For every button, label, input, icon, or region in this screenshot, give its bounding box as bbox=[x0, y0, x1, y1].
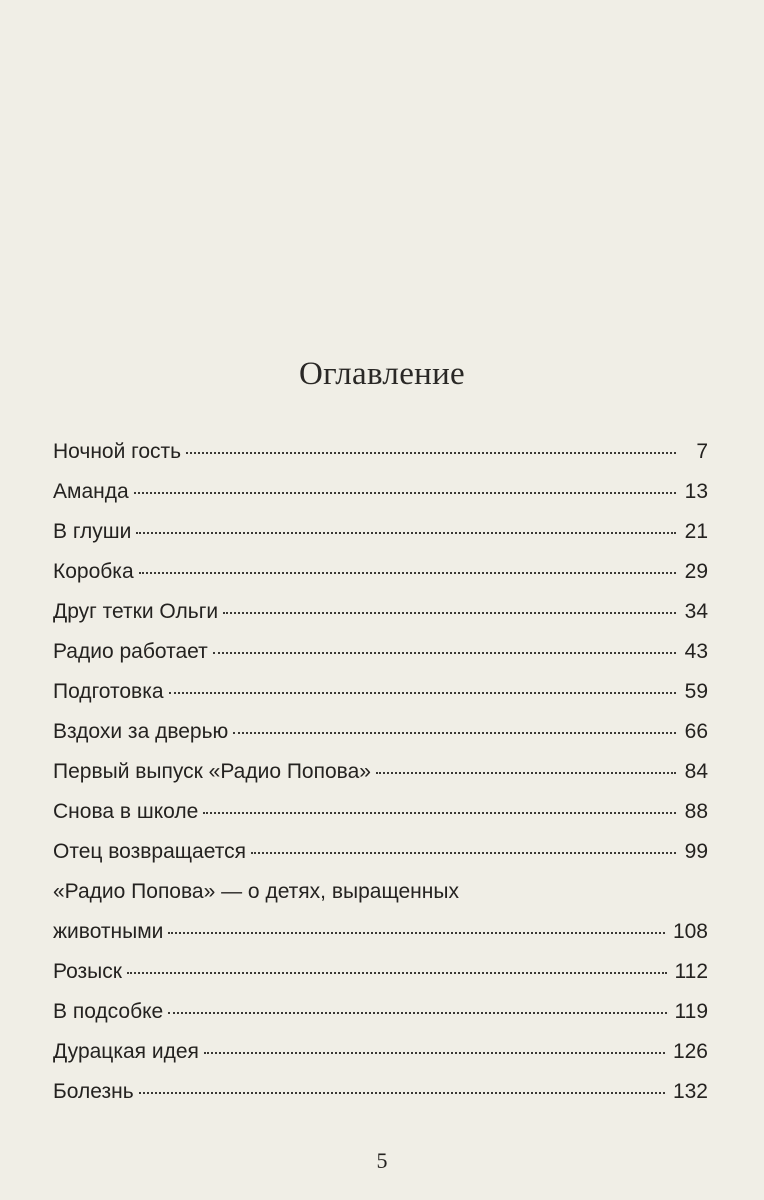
toc-entry-title: животными bbox=[53, 920, 164, 943]
dot-leader bbox=[186, 451, 676, 454]
toc-entry bbox=[53, 1032, 708, 1072]
page-number: 5 bbox=[376, 1148, 388, 1173]
toc-entry-title: Друг тетки Ольги bbox=[53, 600, 219, 623]
toc-entry-title: Подготовка bbox=[53, 680, 164, 703]
toc-entry-page: 66 bbox=[684, 720, 708, 743]
toc-entry bbox=[53, 912, 708, 952]
toc-entry bbox=[53, 712, 708, 752]
toc-entry bbox=[53, 672, 708, 712]
toc-entry-title: Болезнь bbox=[53, 1080, 134, 1103]
toc-entry-page: 126 bbox=[672, 1040, 708, 1063]
toc-entry bbox=[53, 792, 708, 832]
toc-entry-title: Снова в школе bbox=[53, 800, 199, 823]
toc-entry-page: 29 bbox=[684, 560, 708, 583]
toc-entry bbox=[53, 512, 708, 552]
toc-title: Оглавление bbox=[298, 356, 466, 392]
dot-leader bbox=[168, 1011, 666, 1014]
toc-entry-title: Первый выпуск «Радио Попова» bbox=[53, 760, 371, 783]
toc-entry bbox=[53, 832, 708, 872]
toc-entry-title: Радио работает bbox=[53, 640, 208, 663]
dot-leader bbox=[223, 611, 676, 614]
toc-entry-page: 132 bbox=[672, 1080, 708, 1103]
toc-entry bbox=[53, 952, 708, 992]
table-of-contents bbox=[53, 432, 708, 1112]
toc-entry-page: 13 bbox=[684, 480, 708, 503]
toc-entry-page: 59 bbox=[684, 680, 708, 703]
toc-entry-page: 43 bbox=[684, 640, 708, 663]
dot-leader bbox=[134, 491, 676, 494]
toc-entry-title: В подсобке bbox=[53, 1000, 164, 1023]
toc-entry-title: Дурацкая идея bbox=[53, 1040, 199, 1063]
dot-leader bbox=[139, 1091, 665, 1094]
toc-entry-title: Вздохи за дверью bbox=[53, 720, 229, 743]
toc-entry-title: Коробка bbox=[53, 560, 134, 583]
toc-entry-page: 21 bbox=[684, 520, 708, 543]
toc-entry bbox=[53, 432, 708, 472]
dot-leader bbox=[136, 531, 676, 534]
toc-entry-page: 119 bbox=[674, 1000, 708, 1023]
dot-leader bbox=[251, 851, 676, 854]
dot-leader bbox=[213, 651, 676, 654]
toc-entry-title: Отец возвращается bbox=[53, 840, 246, 863]
toc-entry-line1: «Радио Попова» — о детях, выращенных bbox=[53, 880, 459, 903]
toc-entry-page: 34 bbox=[684, 600, 708, 623]
dot-leader bbox=[169, 691, 676, 694]
toc-entry-page: 7 bbox=[696, 440, 708, 463]
toc-entry-page: 84 bbox=[684, 760, 708, 783]
dot-leader bbox=[204, 1051, 665, 1054]
dot-leader bbox=[168, 931, 665, 934]
dot-leader bbox=[376, 771, 676, 774]
toc-entry bbox=[53, 632, 708, 672]
toc-entry-title: Розыск bbox=[53, 960, 122, 983]
toc-entry bbox=[53, 992, 708, 1032]
toc-entry-page: 108 bbox=[672, 920, 708, 943]
toc-entry-title: Ночной гость bbox=[53, 440, 182, 463]
toc-entry-title: Аманда bbox=[53, 480, 129, 503]
toc-entry-title: В глуши bbox=[53, 520, 132, 543]
toc-entry bbox=[53, 1072, 708, 1112]
dot-leader bbox=[139, 571, 676, 574]
dot-leader bbox=[233, 731, 676, 734]
dot-leader bbox=[203, 811, 676, 814]
toc-entry-page: 99 bbox=[684, 840, 708, 863]
toc-entry bbox=[53, 472, 708, 512]
toc-entry bbox=[53, 552, 708, 592]
toc-entry bbox=[53, 592, 708, 632]
toc-entry-page: 112 bbox=[674, 960, 708, 983]
dot-leader bbox=[127, 971, 667, 974]
toc-entry bbox=[53, 752, 708, 792]
toc-entry-page: 88 bbox=[684, 800, 708, 823]
